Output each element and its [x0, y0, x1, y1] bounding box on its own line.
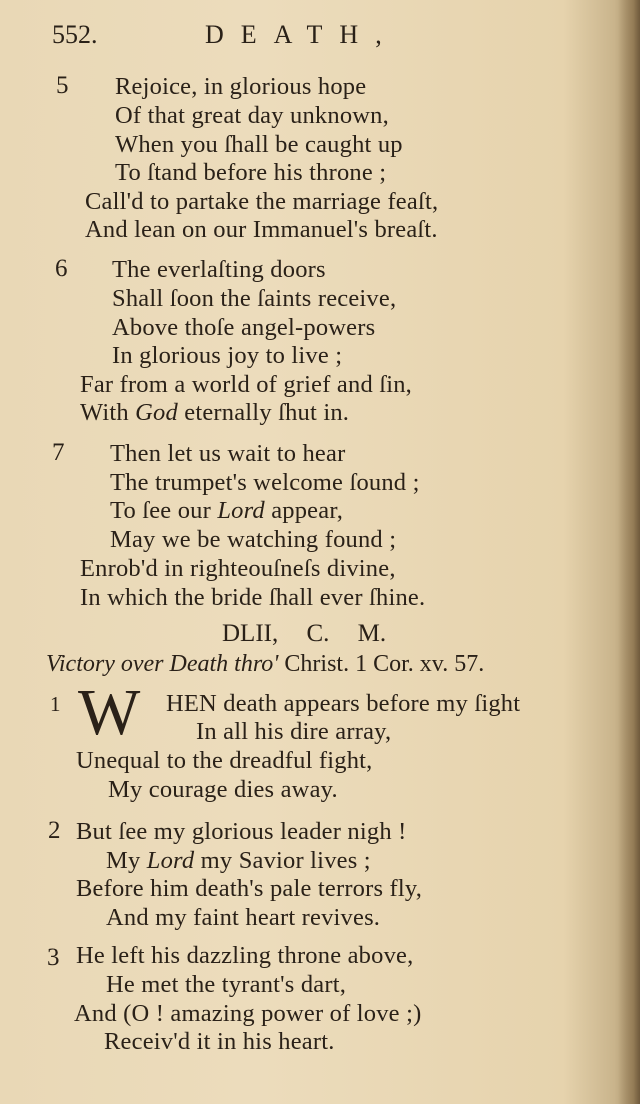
verse-line: Rejoice, in glorious hope	[115, 73, 367, 100]
verse-line: And lean on our Immanuel's breaſt.	[85, 216, 438, 243]
stanza-number: 3	[47, 944, 60, 971]
verse-line: Receiv'd it in his heart.	[104, 1028, 335, 1055]
verse-line: Above thoſe angel-powers	[112, 314, 376, 341]
verse-line: He left his dazzling throne above,	[76, 942, 414, 969]
verse-line: Before him death's pale terrors fly,	[76, 875, 423, 902]
verse-line: Far from a world of grief and ſin,	[80, 371, 413, 398]
verse-line: The trumpet's welcome ſound ;	[110, 469, 420, 496]
hymn-title	[46, 651, 484, 678]
verse-line: Then let us wait to hear	[110, 440, 346, 467]
verse-line: When you ſhall be caught up	[115, 131, 403, 158]
verse-line: Call'd to partake the marriage feaſt,	[85, 188, 439, 215]
stanza-number: 5	[56, 72, 69, 99]
hymn-title-reference: Christ. 1 Cor. xv. 57.	[278, 651, 485, 677]
italic-word: God	[135, 399, 178, 426]
page-gutter-shadow	[618, 0, 640, 1104]
verse-line: And (O ! amazing power of love ;)	[74, 1000, 422, 1027]
verse-text: my Savior lives ;	[200, 847, 371, 874]
italic-word: Lord	[217, 497, 265, 524]
verse-line: Enrob'd in righteouſneſs divine,	[80, 555, 396, 582]
verse-line: My courage dies away.	[108, 776, 338, 803]
verse-line	[80, 399, 349, 427]
verse-text: To ſee our	[110, 497, 211, 524]
verse-line: In all his dire array,	[196, 718, 392, 745]
verse-line: May we be watching found ;	[110, 526, 397, 553]
stanza-number: 1	[50, 692, 61, 716]
verse-text: eternally ſhut in.	[184, 399, 350, 426]
verse-line: In which the bride ſhall ever ſhine.	[80, 584, 426, 611]
verse-line: And my faint heart revives.	[106, 904, 381, 931]
stanza-number: 7	[52, 439, 65, 466]
verse-line: Of that great day unknown,	[115, 102, 389, 129]
italic-word: Lord	[146, 847, 195, 874]
verse-line: He met the tyrant's dart,	[106, 971, 347, 998]
verse-text: With	[80, 399, 129, 426]
verse-text: appear,	[271, 497, 344, 524]
verse-line	[110, 497, 343, 525]
stanza-number: 2	[48, 817, 61, 844]
verse-text: My	[106, 847, 141, 874]
verse-line: HEN death appears before my ſight	[166, 690, 521, 717]
hymn-number: DLII, C. M.	[222, 620, 387, 647]
drop-cap: W	[78, 676, 141, 749]
verse-line: The everlaſting doors	[112, 256, 326, 283]
verse-line: Shall ſoon the ſaints receive,	[112, 285, 397, 312]
verse-line	[106, 847, 371, 875]
stanza-number: 6	[55, 255, 68, 282]
page-number: 552.	[52, 20, 98, 49]
running-head: DEATH,	[205, 20, 399, 49]
hymn-title-italic: Victory over Death thro'	[46, 651, 279, 677]
verse-line: To ſtand before his throne ;	[115, 159, 387, 186]
verse-line: In glorious joy to live ;	[112, 342, 343, 369]
verse-line: Unequal to the dreadful fight,	[76, 747, 373, 774]
verse-line: But ſee my glorious leader nigh !	[76, 818, 407, 845]
